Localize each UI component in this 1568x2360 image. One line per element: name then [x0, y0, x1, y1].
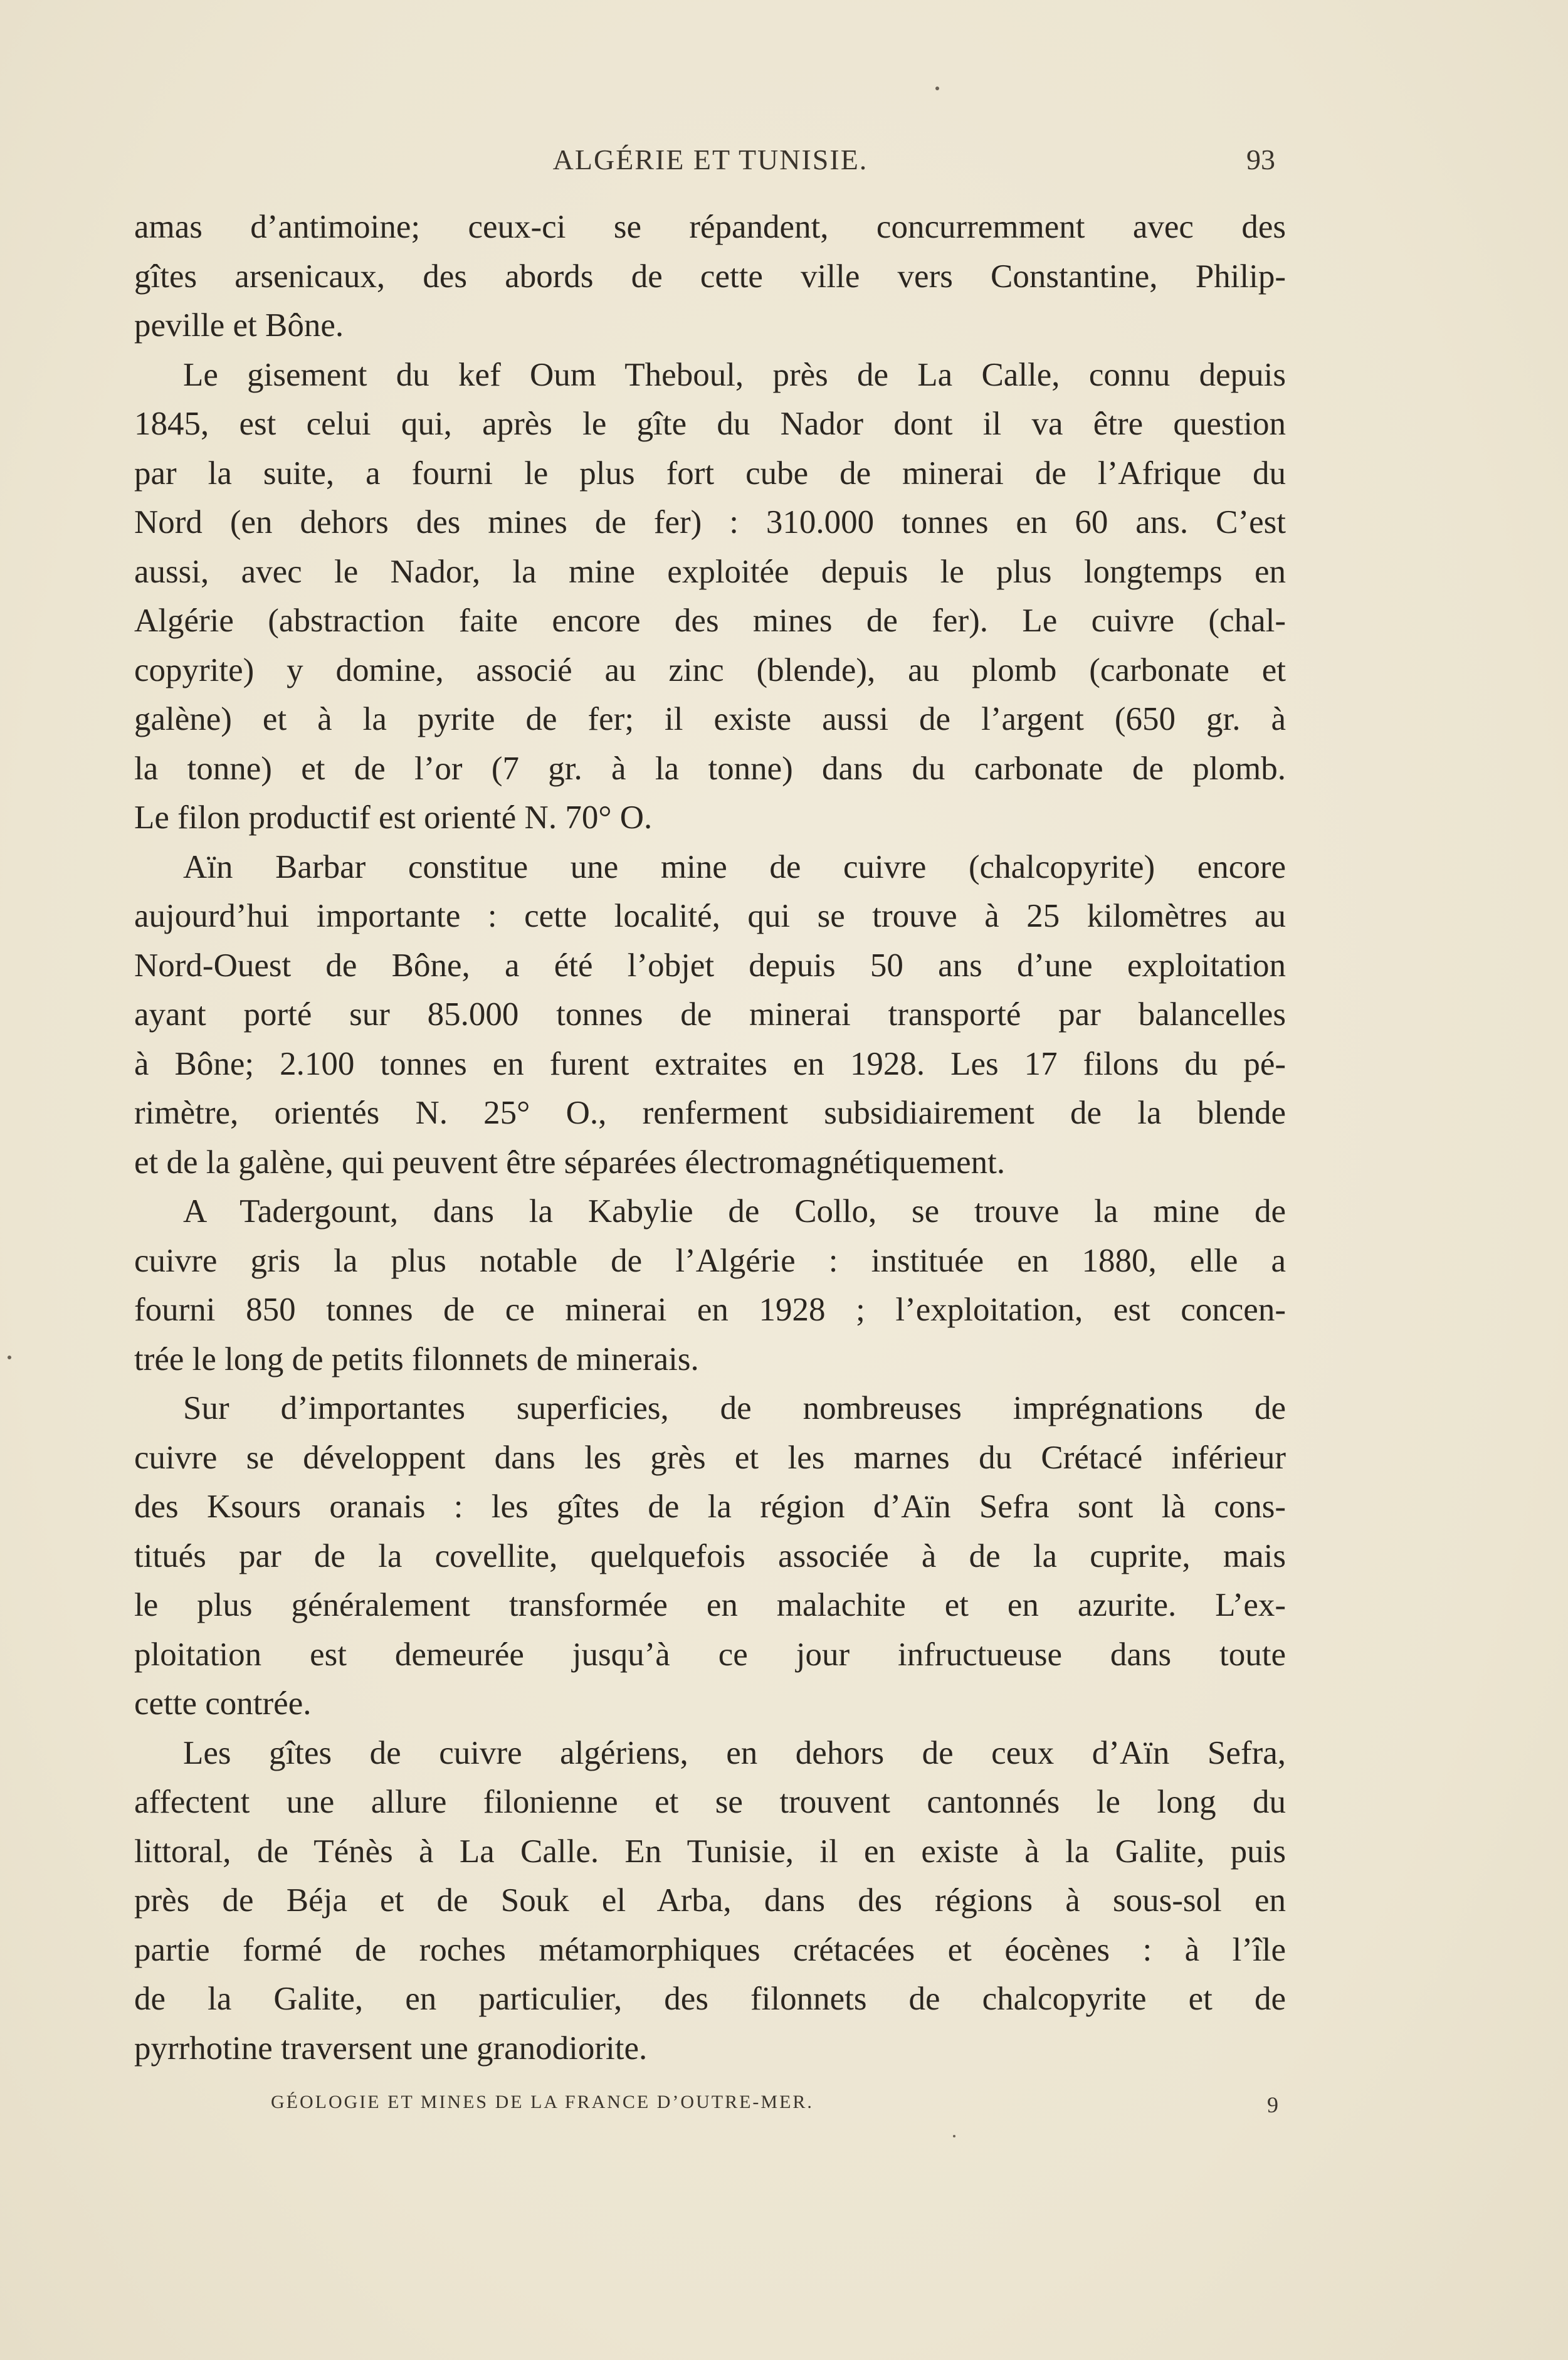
- page-number: 93: [1246, 144, 1275, 176]
- text-line: aussi, avec le Nador, la mine exploitée depuis le plus longtemps en: [134, 553, 1286, 590]
- page-footer: [265, 2092, 1278, 2123]
- text-line: Les gîtes de cuivre algériens, en dehors de ceux d’Aïn Sefra,: [183, 1734, 1286, 1771]
- paper-speck: [935, 87, 939, 90]
- text-line: par la suite, a fourni le plus fort cube de minerai de l’Afrique du: [134, 455, 1286, 492]
- text-line: 1845, est celui qui, après le gîte du Nador dont il va être question: [134, 406, 1286, 442]
- footer-title: GÉOLOGIE ET MINES DE LA FRANCE D’OUTRE-MER.: [271, 2092, 814, 2112]
- text-line: ayant porté sur 85.000 tonnes de minerai transporté par balancelles: [134, 996, 1286, 1033]
- text-line: pyrrhotine traversent une granodiorite.: [134, 2030, 648, 2067]
- text-line: cette contrée.: [134, 1685, 312, 1722]
- text-line: amas d’antimoine; ceux-ci se répandent, concurremment avec des: [134, 209, 1286, 245]
- text-line: gîtes arsenicaux, des abords de cette ville vers Constantine, Philip-: [134, 258, 1286, 295]
- text-line: et de la galène, qui peuvent être séparées électromagnétiquement.: [134, 1144, 1006, 1181]
- paper-speck: [8, 1356, 11, 1359]
- text-line: rimètre, orientés N. 25° O., renferment subsidiairement de la blende: [134, 1095, 1286, 1131]
- text-line: fourni 850 tonnes de ce minerai en 1928 ; l’exploitation, est concen-: [134, 1292, 1286, 1328]
- text-line: cuivre se développent dans les grès et les marnes du Crétacé inférieur: [134, 1439, 1286, 1476]
- text-line: ploitation est demeurée jusqu’à ce jour infructueuse dans toute: [134, 1636, 1286, 1673]
- text-line: Le filon productif est orienté N. 70° O.: [134, 799, 653, 836]
- text-line: partie formé de roches métamorphiques crétacées et éocènes : à l’île: [134, 1931, 1286, 1968]
- text-line: A Tadergount, dans la Kabylie de Collo, se trouve la mine de: [183, 1193, 1286, 1230]
- page-header: [145, 143, 1275, 181]
- text-line: Sur d’importantes superficies, de nombreuses imprégnations de: [183, 1390, 1286, 1426]
- text-line: près de Béja et de Souk el Arba, dans des régions à sous-sol en: [134, 1882, 1286, 1919]
- text-line: le plus généralement transformée en malachite et en azurite. L’ex-: [134, 1587, 1286, 1623]
- text-line: Nord (en dehors des mines de fer) : 310.000 tonnes en 60 ans. C’est: [134, 504, 1286, 540]
- text-line: Nord-Ouest de Bône, a été l’objet depuis 50 ans d’une exploitation: [134, 947, 1286, 984]
- text-line: cuivre gris la plus notable de l’Algérie : instituée en 1880, elle a: [134, 1242, 1286, 1279]
- text-line: Le gisement du kef Oum Theboul, près de La Calle, connu depuis: [183, 356, 1286, 393]
- text-line: trée le long de petits filonnets de minerais.: [134, 1341, 699, 1378]
- text-line: de la Galite, en particulier, des filonnets de chalcopyrite et de: [134, 1981, 1286, 2017]
- signature-mark: 9: [1267, 2092, 1278, 2117]
- text-line: galène) et à la pyrite de fer; il existe aussi de l’argent (650 gr. à: [134, 701, 1286, 737]
- text-line: copyrite) y domine, associé au zinc (blende), au plomb (carbonate et: [134, 651, 1286, 688]
- text-line: des Ksours oranais : les gîtes de la région d’Aïn Sefra sont là cons-: [134, 1488, 1286, 1525]
- text-line: la tonne) et de l’or (7 gr. à la tonne) dans du carbonate de plomb.: [134, 750, 1286, 787]
- text-line: peville et Bône.: [134, 307, 344, 344]
- text-line: à Bône; 2.100 tonnes en furent extraites en 1928. Les 17 filons du pé-: [134, 1045, 1286, 1082]
- text-line: littoral, de Ténès à La Calle. En Tunisie, il en existe à la Galite, puis: [134, 1833, 1286, 1870]
- paper-speck: [953, 2135, 955, 2137]
- text-line: titués par de la covellite, quelquefois associée à de la cuprite, mais: [134, 1537, 1286, 1574]
- text-line: aujourd’hui importante : cette localité, qui se trouve à 25 kilomètres au: [134, 898, 1286, 934]
- body-text: [134, 203, 1286, 2073]
- text-line: Aïn Barbar constitue une mine de cuivre (chalcopyrite) encore: [183, 848, 1286, 885]
- running-title: ALGÉRIE ET TUNISIE.: [552, 144, 868, 176]
- text-line: Algérie (abstraction faite encore des mines de fer). Le cuivre (chal-: [134, 603, 1286, 639]
- text-line: affectent une allure filonienne et se trouvent cantonnés le long du: [134, 1784, 1286, 1820]
